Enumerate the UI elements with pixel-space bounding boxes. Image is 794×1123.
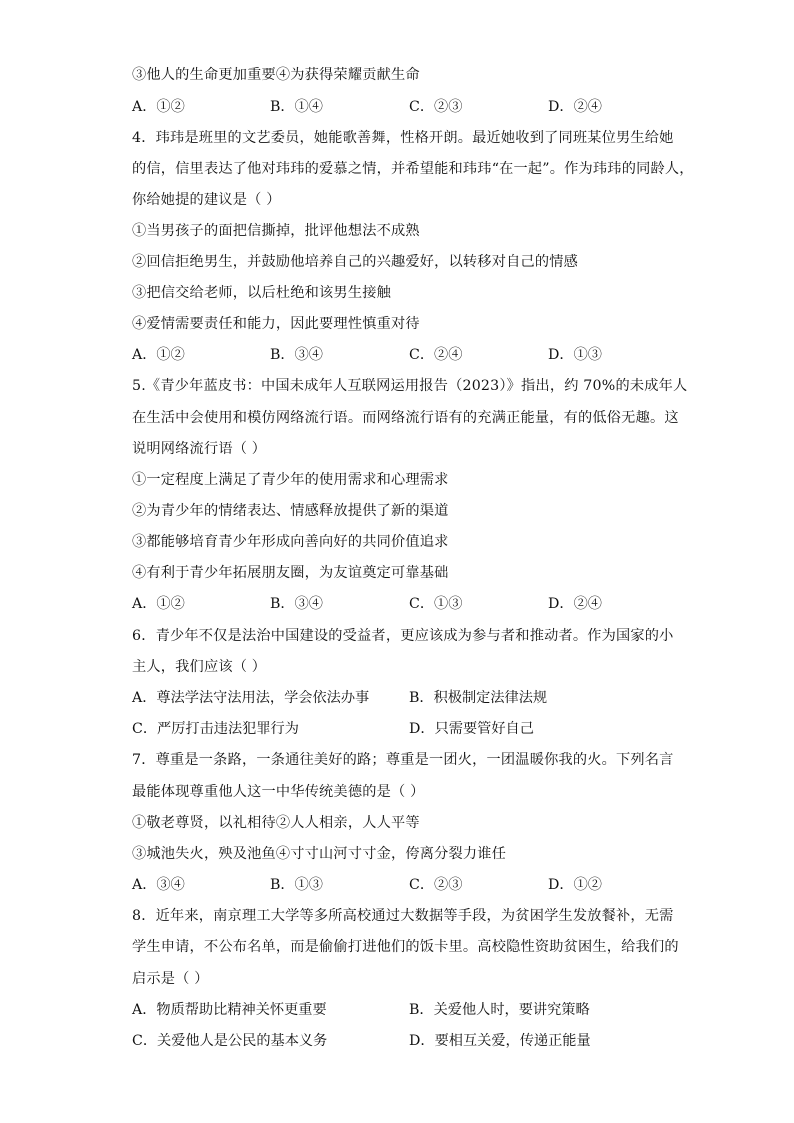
q5-option-a[interactable]: A．①② — [132, 596, 185, 612]
q3-option-b[interactable]: B．①④ — [270, 99, 323, 115]
q4-statement-2: ②回信拒绝男生，并鼓励他培养自己的兴趣爱好，以转移对自己的情感 — [132, 254, 579, 270]
q5-stem-line-2: 在生活中会使用和模仿网络流行语。而网络流行语有的充满正能量，有的低俗无趣。这 — [132, 410, 679, 426]
q8-stem-line-3: 启示是（ ） — [132, 971, 209, 987]
q8-option-b[interactable]: B．关爱他人时，要讲究策略 — [409, 1002, 590, 1018]
q7-option-d[interactable]: D．①② — [548, 877, 602, 893]
q5-statement-3: ③都能够培育青少年形成向善向好的共同价值追求 — [132, 534, 449, 550]
q3-option-a[interactable]: A．①② — [132, 99, 185, 115]
q7-stem-line-2: 最能体现尊重他人这一中华传统美德的是（ ） — [132, 784, 425, 800]
q4-option-d[interactable]: D．①③ — [548, 347, 602, 363]
q8-stem-line-1: 8．近年来，南京理工大学等多所高校通过大数据等手段，为贫困学生发放餐补，无需 — [132, 908, 674, 924]
q8-option-d[interactable]: D．要相互关爱，传递正能量 — [409, 1033, 591, 1049]
q4-stem-line-2: 的信，信里表达了他对玮玮的爱慕之情，并希望能和玮玮“在一起”。作为玮玮的同龄人， — [132, 161, 694, 177]
q4-stem-line-3: 你给她提的建议是（ ） — [132, 192, 281, 208]
q6-stem-line-2: 主人，我们应该（ ） — [132, 659, 267, 675]
q6-stem-line-1: 6．青少年不仅是法治中国建设的受益者，更应该成为参与者和推动者。作为国家的小 — [132, 628, 674, 644]
q5-statement-4: ④有利于青少年拓展朋友圈，为友谊奠定可靠基础 — [132, 565, 449, 581]
q4-option-b[interactable]: B．③④ — [270, 347, 323, 363]
q8-stem-line-2: 学生申请，不公布名单，而是偷偷打进他们的饭卡里。高校隐性资助贫困生，给我们的 — [132, 939, 679, 955]
q7-option-b[interactable]: B．①③ — [270, 877, 323, 893]
q4-statement-3: ③把信交给老师，以后杜绝和该男生接触 — [132, 285, 391, 301]
q4-statement-1: ①当男孩子的面把信撕掉，批评他想法不成熟 — [132, 223, 420, 239]
q6-option-a[interactable]: A．尊法学法守法用法，学会依法办事 — [132, 690, 370, 706]
q3-option-c[interactable]: C．②③ — [409, 99, 463, 115]
q5-option-c[interactable]: C．①③ — [409, 596, 463, 612]
q7-statement-1-2: ①敬老尊贤，以礼相待②人人相亲，人人平等 — [132, 815, 420, 831]
q8-option-c[interactable]: C．关爱他人是公民的基本义务 — [132, 1033, 328, 1049]
q4-option-a[interactable]: A．①② — [132, 347, 185, 363]
q8-option-a[interactable]: A．物质帮助比精神关怀更重要 — [132, 1002, 327, 1018]
q5-statement-2: ②为青少年的情绪表达、情感释放提供了新的渠道 — [132, 503, 449, 519]
q7-option-c[interactable]: C．②③ — [409, 877, 463, 893]
q3-statement-3-4: ③他人的生命更加重要④为获得荣耀贡献生命 — [132, 67, 420, 83]
q5-option-b[interactable]: B．③④ — [270, 596, 323, 612]
q5-stem-line-3: 说明网络流行语（ ） — [132, 441, 267, 457]
q5-stem-line-1: 5.《青少年蓝皮书：中国未成年人互联网运用报告（2023）》指出，约 70%的未成年人 — [132, 378, 688, 394]
q5-statement-1: ①一定程度上满足了青少年的使用需求和心理需求 — [132, 472, 449, 488]
q6-option-c[interactable]: C．严厉打击违法犯罪行为 — [132, 721, 299, 737]
q4-option-c[interactable]: C．②④ — [409, 347, 463, 363]
q7-option-a[interactable]: A．③④ — [132, 877, 185, 893]
q7-statement-3-4: ③城池失火，殃及池鱼④寸寸山河寸寸金，侉离分裂力谁任 — [132, 846, 507, 862]
q6-option-b[interactable]: B．积极制定法律法规 — [409, 690, 548, 706]
q6-option-d[interactable]: D．只需要管好自己 — [409, 721, 534, 737]
q5-option-d[interactable]: D．②④ — [548, 596, 602, 612]
q4-statement-4: ④爱情需要责任和能力，因此要理性慎重对待 — [132, 316, 420, 332]
q7-stem-line-1: 7．尊重是一条路，一条通往美好的路；尊重是一团火，一团温暖你我的火。下列名言 — [132, 752, 674, 768]
q3-option-d[interactable]: D．②④ — [548, 99, 602, 115]
q4-stem-line-1: 4．玮玮是班里的文艺委员，她能歌善舞，性格开朗。最近她收到了同班某位男生给她 — [132, 130, 674, 146]
